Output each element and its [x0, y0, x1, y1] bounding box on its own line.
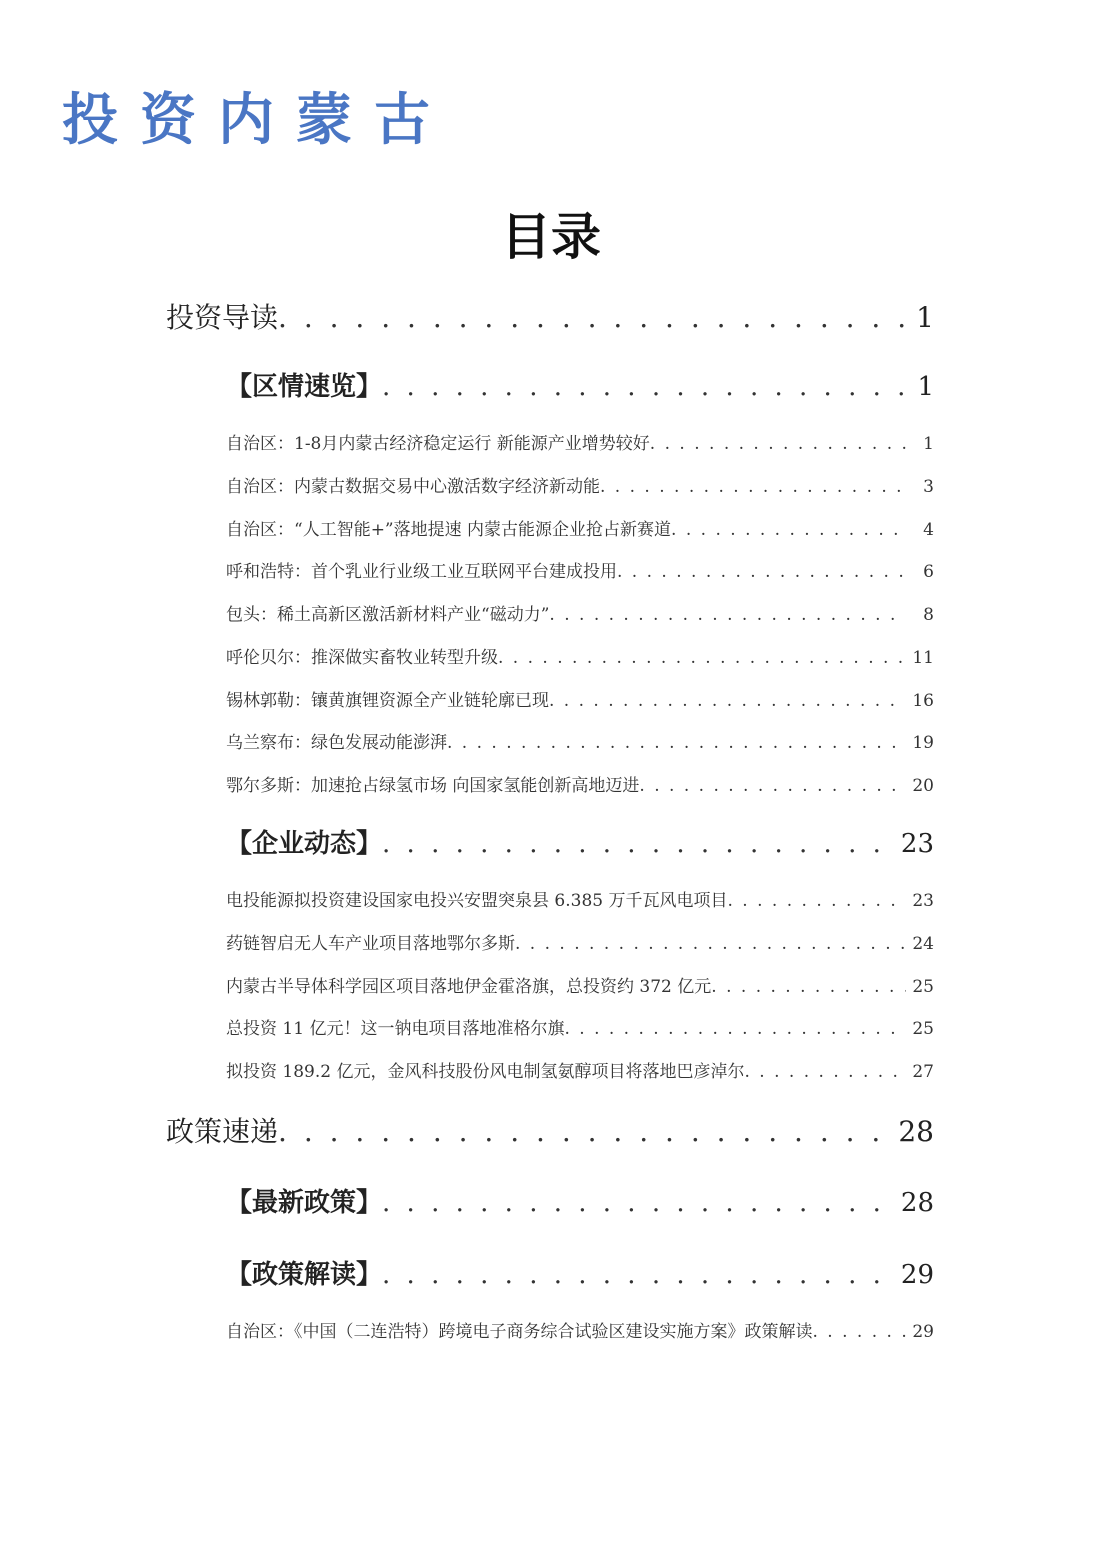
toc-entry[interactable] [226, 1254, 934, 1292]
toc-entry-page: 1 [916, 301, 934, 334]
toc-entry-title: 锡林郭勒：镶黄旗锂资源全产业链轮廓已现 [226, 691, 549, 711]
toc-entry[interactable] [226, 823, 934, 861]
dot-leader [639, 776, 906, 796]
dot-leader [600, 477, 906, 497]
toc-heading: 目录 [501, 207, 601, 266]
toc-entry-title: 自治区：《中国（二连浩特）跨境电子商务综合试验区建设实施方案》政策解读 [226, 1322, 813, 1342]
toc-entry[interactable] [226, 1057, 934, 1083]
dot-leader [813, 1322, 907, 1342]
toc-entry-page: 23 [900, 829, 934, 859]
toc-entry[interactable] [226, 686, 934, 712]
dot-leader [564, 1019, 906, 1039]
toc-entry-page: 4 [923, 520, 934, 540]
dot-leader [382, 1188, 895, 1218]
toc-entry-page: 27 [912, 1062, 934, 1082]
toc-entry-title: 鄂尔多斯：加速抢占绿氢市场 向国家氢能创新高地迈进 [226, 776, 640, 796]
dot-leader [671, 520, 906, 540]
dot-leader [549, 691, 906, 711]
toc-entry-page: 1 [923, 434, 934, 454]
dot-leader [278, 301, 906, 334]
toc-entry[interactable] [226, 600, 934, 626]
toc-entry-title: 药链智启无人车产业项目落地鄂尔多斯 [226, 934, 515, 954]
toc-entry-title: 投资导读 [166, 301, 279, 334]
dot-leader [278, 1115, 892, 1148]
dot-leader [650, 434, 906, 454]
toc-entry[interactable] [226, 929, 934, 955]
toc-entry-page: 16 [912, 691, 934, 711]
toc-entry-page: 28 [898, 1115, 934, 1148]
toc-entry[interactable] [226, 972, 934, 998]
toc-entry[interactable] [166, 1110, 934, 1150]
toc-entry[interactable] [166, 296, 934, 336]
toc-entry-title: 乌兰察布：绿色发展动能澎湃 [226, 733, 447, 753]
toc-entry-title: 自治区：1-8月内蒙古经济稳定运行 新能源产业增势较好 [226, 434, 650, 454]
dot-leader [515, 934, 906, 954]
toc-entry-page: 8 [923, 605, 934, 625]
toc-entry[interactable] [226, 366, 934, 404]
toc-entry-page: 3 [923, 477, 934, 497]
toc-entry-title: 自治区：“人工智能+”落地提速 内蒙古能源企业抢占新赛道 [226, 520, 672, 540]
dot-leader [382, 829, 895, 859]
brand-title: 投资内蒙古 [62, 87, 452, 153]
toc-entry-title: 呼和浩特：首个乳业行业级工业互联网平台建成投用 [226, 562, 617, 582]
dot-leader [549, 605, 906, 625]
toc-entry-title: 自治区：内蒙古数据交易中心激活数字经济新动能 [226, 477, 600, 497]
dot-leader [382, 372, 906, 402]
toc-entry-title: 【企业动态】 [226, 829, 383, 859]
dot-leader [744, 1062, 906, 1082]
dot-leader [447, 733, 906, 753]
toc-entry[interactable] [226, 643, 934, 669]
toc-entry[interactable] [226, 728, 934, 754]
toc-entry[interactable] [226, 1182, 934, 1220]
toc-entry-page: 29 [900, 1260, 934, 1290]
toc-entry[interactable] [226, 1317, 934, 1343]
toc-entry-page: 28 [900, 1188, 934, 1218]
toc-entry-page: 11 [912, 648, 934, 668]
dot-leader [727, 891, 906, 911]
toc-entry-page: 1 [917, 372, 934, 402]
dot-leader [382, 1260, 895, 1290]
toc-entry-title: 【区情速览】 [226, 372, 383, 402]
toc-entry[interactable] [226, 472, 934, 498]
dot-leader [617, 562, 906, 582]
toc-entry-title: 拟投资 189.2 亿元，金风科技股份风电制氢氨醇项目将落地巴彦淖尔 [226, 1062, 745, 1082]
toc-entry-title: 【最新政策】 [226, 1188, 383, 1218]
dot-leader [711, 977, 906, 997]
toc-entry-title: 政策速递 [166, 1115, 279, 1148]
toc-entry-page: 24 [912, 934, 934, 954]
toc-entry-title: 包头：稀土高新区激活新材料产业“磁动力” [226, 605, 550, 625]
toc-entry[interactable] [226, 557, 934, 583]
dot-leader [498, 648, 906, 668]
toc-entry-page: 23 [912, 891, 934, 911]
toc-entry-page: 20 [912, 776, 934, 796]
toc-entry-page: 29 [912, 1322, 934, 1342]
toc-entry[interactable] [226, 1014, 934, 1040]
toc-entry-page: 25 [912, 1019, 934, 1039]
toc-entry-title: 内蒙古半导体科学园区项目落地伊金霍洛旗，总投资约 372 亿元 [226, 977, 712, 997]
toc-entry[interactable] [226, 771, 934, 797]
toc-entry-page: 25 [912, 977, 934, 997]
toc-entry-title: 呼伦贝尔：推深做实畜牧业转型升级 [226, 648, 498, 668]
toc-entry-page: 19 [912, 733, 934, 753]
toc-entry-title: 总投资 11 亿元！这一钠电项目落地准格尔旗 [226, 1019, 565, 1039]
toc-entry-title: 【政策解读】 [226, 1260, 383, 1290]
toc-entry-title: 电投能源拟投资建设国家电投兴安盟突泉县 6.385 万千瓦风电项目 [226, 891, 728, 911]
toc-entry[interactable] [226, 515, 934, 541]
toc-entry[interactable] [226, 429, 934, 455]
toc-entry-page: 6 [923, 562, 934, 582]
toc-entry[interactable] [226, 886, 934, 912]
